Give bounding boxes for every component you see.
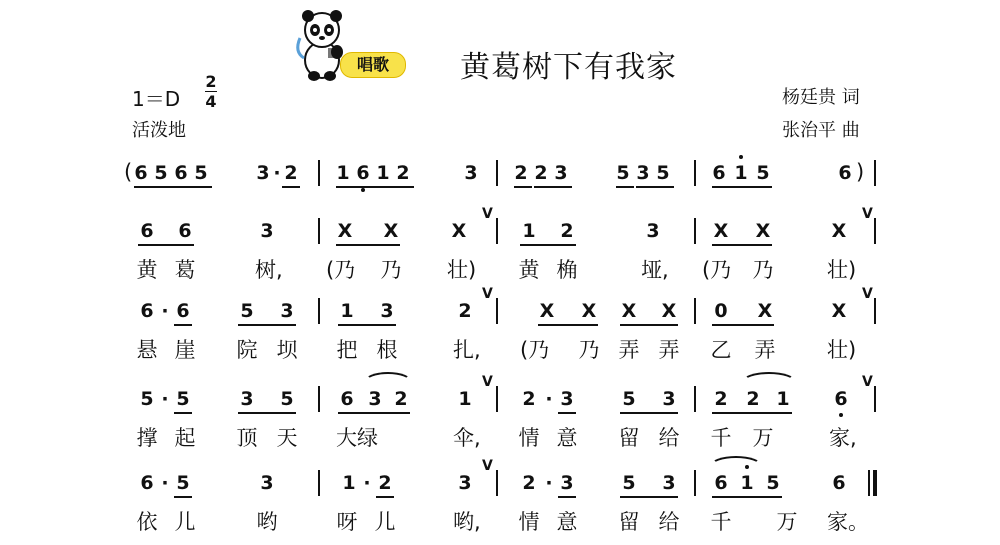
lyric: (乃 (520, 338, 550, 362)
note: 1 (340, 300, 354, 322)
note: 6 (834, 388, 848, 410)
lyric: 家。 (827, 510, 869, 534)
lyric: 留 (618, 510, 640, 534)
lyric: 情 (518, 510, 540, 534)
note: 2 (284, 162, 298, 184)
note: 1 (458, 388, 472, 410)
note: 2 (560, 220, 574, 242)
note: 1 (776, 388, 790, 410)
note: 5 (176, 388, 190, 410)
note: X (661, 300, 677, 322)
note: 3 (646, 220, 660, 242)
note: 6 (340, 388, 354, 410)
lyric: 乙 (710, 338, 732, 362)
note: 2 (522, 388, 536, 410)
lyric: 壮) (827, 258, 857, 282)
lyric: 千 (710, 510, 732, 534)
note: 3 (554, 162, 568, 184)
breath-mark: V (482, 458, 493, 474)
intro-close-paren: ) (856, 160, 865, 184)
lyric: 万 (752, 426, 774, 450)
note: X (831, 300, 847, 322)
note: 2 (396, 162, 410, 184)
note: 2 (746, 388, 760, 410)
lyric: 儿 (374, 510, 396, 534)
lyric: 坝 (276, 338, 298, 362)
lyric: 起 (174, 426, 196, 450)
lyric: 崖 (174, 338, 196, 362)
breath-mark: V (862, 206, 873, 222)
note: 3 (636, 162, 650, 184)
lyric: 情 (518, 426, 540, 450)
note: 1 (740, 472, 754, 494)
lyric: 扎, (453, 338, 481, 362)
note: 2 (714, 388, 728, 410)
lyric: 儿 (174, 510, 196, 534)
lyric: 乃 (380, 258, 402, 282)
note: 1 (342, 472, 356, 494)
note: 5 (240, 300, 254, 322)
lyric: 根 (376, 338, 398, 362)
lyric: 家, (829, 426, 857, 450)
lyric: 大绿 (336, 426, 378, 450)
note: 5 (656, 162, 670, 184)
lyric: 给 (658, 426, 680, 450)
lyric: 顶 (236, 426, 258, 450)
note: 2 (534, 162, 548, 184)
breath-mark: V (482, 374, 493, 390)
note: 3 (256, 162, 270, 184)
note: X (383, 220, 399, 242)
note: 5 (194, 162, 208, 184)
time-top: 2 (205, 72, 217, 91)
note: 5 (140, 388, 154, 410)
note: 5 (280, 388, 294, 410)
note: 1 (522, 220, 536, 242)
note: 1 (336, 162, 350, 184)
note: 6 (140, 220, 154, 242)
dot: · (161, 472, 169, 494)
lyric: 弄 (618, 338, 640, 362)
lyric: 黄 (136, 258, 158, 282)
tempo-marking: 活泼地 (132, 120, 186, 141)
key-signature: 1＝D (132, 87, 181, 111)
note: X (581, 300, 597, 322)
lyric: 天 (276, 426, 298, 450)
note: X (713, 220, 729, 242)
song-title: 黄葛树下有我家 (460, 50, 677, 85)
lyric: (乃 (702, 258, 732, 282)
note: 2 (458, 300, 472, 322)
lyric: 千 (710, 426, 732, 450)
note: 3 (458, 472, 472, 494)
lyric: 黄 (518, 258, 540, 282)
time-bottom: 4 (205, 92, 217, 111)
note: 3 (260, 220, 274, 242)
note: 1 (734, 162, 748, 184)
note: 1 (376, 162, 390, 184)
note: 3 (368, 388, 382, 410)
lyric: 葛 (174, 258, 196, 282)
note: 6 (832, 472, 846, 494)
note: X (757, 300, 773, 322)
note: 3 (380, 300, 394, 322)
section-badge: 唱歌 (340, 52, 406, 78)
note: 5 (622, 472, 636, 494)
breath-mark: V (482, 286, 493, 302)
note: 6 (134, 162, 148, 184)
lyric: 乃 (752, 258, 774, 282)
dot: · (273, 162, 281, 184)
lyric: 把 (336, 338, 358, 362)
breath-mark: V (482, 206, 493, 222)
note: X (451, 220, 467, 242)
note: X (539, 300, 555, 322)
note: 3 (560, 388, 574, 410)
lyric: 院 (236, 338, 258, 362)
lyric: 悬 (136, 338, 158, 362)
dot: · (363, 472, 371, 494)
note: 6 (178, 220, 192, 242)
note: 5 (756, 162, 770, 184)
note: 6 (140, 472, 154, 494)
dot: · (545, 472, 553, 494)
lyric: 意 (556, 510, 578, 534)
note: X (831, 220, 847, 242)
note: 5 (622, 388, 636, 410)
lyric: 给 (658, 510, 680, 534)
lyric: 呀 (336, 510, 358, 534)
breath-mark: V (862, 286, 873, 302)
note: 6 (838, 162, 852, 184)
note: 6 (714, 472, 728, 494)
note: 6 (176, 300, 190, 322)
note: X (755, 220, 771, 242)
lyric: 壮) (827, 338, 857, 362)
lyric: 弄 (658, 338, 680, 362)
lyric: 撑 (136, 426, 158, 450)
lyric: 桷 (556, 258, 578, 282)
composer-credit: 张治平 曲 (782, 120, 860, 141)
lyric: 依 (136, 510, 158, 534)
lyric: 留 (618, 426, 640, 450)
note: 6 (140, 300, 154, 322)
note: 2 (514, 162, 528, 184)
note: 3 (662, 472, 676, 494)
dot: · (545, 388, 553, 410)
lyric: 弄 (754, 338, 776, 362)
note: 3 (280, 300, 294, 322)
lyric: 哟, (453, 510, 481, 534)
note: 3 (260, 472, 274, 494)
note: 2 (378, 472, 392, 494)
note: 5 (766, 472, 780, 494)
note: 6 (174, 162, 188, 184)
note: X (337, 220, 353, 242)
lyric: (乃 (326, 258, 356, 282)
note: 2 (522, 472, 536, 494)
lyric: 伞, (453, 426, 481, 450)
lyric: 意 (556, 426, 578, 450)
note: 2 (394, 388, 408, 410)
lyricist-credit: 杨廷贵 词 (782, 87, 860, 108)
note: 3 (662, 388, 676, 410)
note: 3 (240, 388, 254, 410)
note: 5 (154, 162, 168, 184)
lyric: 垭, (641, 258, 669, 282)
dot: · (161, 300, 169, 322)
lyric: 万 (776, 510, 798, 534)
dot: · (161, 388, 169, 410)
note: 3 (560, 472, 574, 494)
breath-mark: V (862, 374, 873, 390)
note: 0 (714, 300, 728, 322)
lyric: 树, (255, 258, 283, 282)
note: X (621, 300, 637, 322)
note: 6 (356, 162, 370, 184)
time-signature (198, 72, 224, 111)
note: 5 (176, 472, 190, 494)
note: 6 (712, 162, 726, 184)
note: 3 (464, 162, 478, 184)
lyric: 乃 (578, 338, 600, 362)
lyric: 壮) (447, 258, 477, 282)
note: 5 (616, 162, 630, 184)
intro-open-paren: ( (124, 160, 133, 184)
lyric: 哟 (256, 510, 278, 534)
